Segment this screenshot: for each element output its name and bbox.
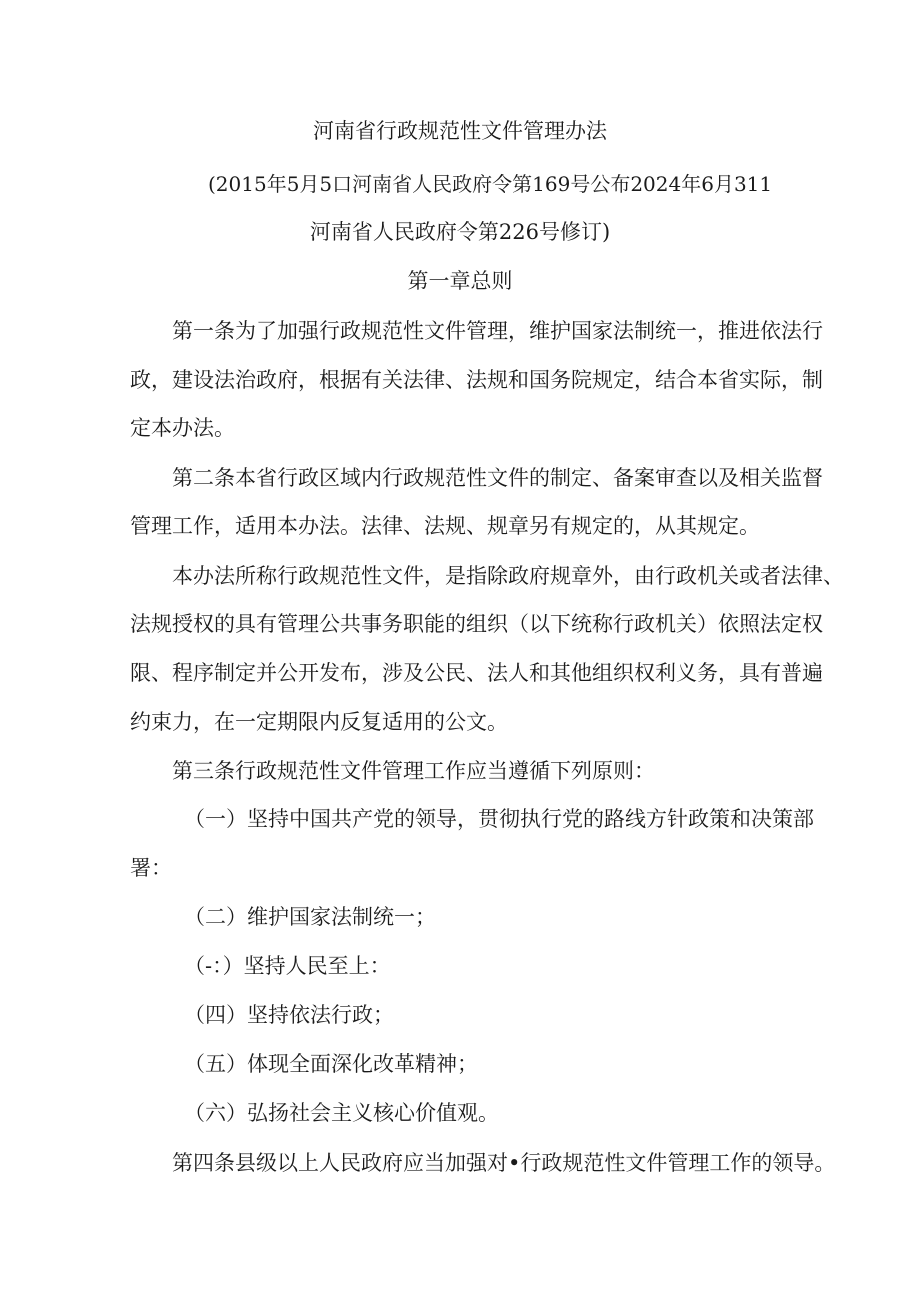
definition-line-4: 约束力，在一定期限内反复适用的公文。 [130, 710, 508, 734]
article-1-line-1: 第一条为了加强行政规范性文件管理，维护国家法制统一，推进依法行 [172, 319, 823, 343]
principle-3: （-：）坚持人民至上： [184, 954, 391, 978]
principle-1-line-1: （一）坚持中国共产党的领导，贯彻执行党的路线方针政策和决策部 [184, 807, 814, 831]
principle-4: （四）坚持依法行政； [184, 1003, 394, 1027]
subtitle-line-1: (2015年5月5口河南省人民政府令第169号公布2024年6月311 [208, 172, 773, 196]
article-2-line-1: 第二条本省行政区域内行政规范性文件的制定、备案审查以及相关监督 [172, 466, 823, 490]
document-title: 河南省行政规范性文件管理办法 [313, 119, 607, 143]
article-1-line-2: 政，建设法治政府，根据有关法律、法规和国务院规定，结合本省实际，制 [130, 368, 823, 392]
article-3-line-1: 第三条行政规范性文件管理工作应当遵循下列原则： [172, 759, 655, 783]
principle-5: （五）体现全面深化改革精神； [184, 1052, 478, 1076]
chapter-heading: 第一章总则 [407, 269, 513, 293]
article-2-line-2: 管理工作，适用本办法。法律、法规、规章另有规定的，从其规定。 [130, 514, 760, 538]
subtitle-line-2: 河南省人民政府令第226号修订) [309, 220, 611, 244]
principle-2: （二）维护国家法制统一； [184, 905, 436, 929]
article-1-line-3: 定本办法。 [130, 416, 235, 440]
article-4-line-1: 第四条县级以上人民政府应当加强对•行政规范性文件管理工作的领导。 [172, 1151, 836, 1175]
definition-line-3: 限、程序制定并公开发布，涉及公民、法人和其他组织权利义务，具有普遍 [130, 661, 823, 685]
definition-line-1: 本办法所称行政规范性文件，是指除政府规章外，由行政机关或者法律、 [172, 564, 844, 588]
definition-line-2: 法规授权的具有管理公共事务职能的组织（以下统称行政机关）依照法定权 [130, 612, 823, 636]
principle-1-line-2: 署： [130, 856, 172, 880]
principle-6: （六）弘扬社会主义核心价值观。 [184, 1101, 499, 1125]
